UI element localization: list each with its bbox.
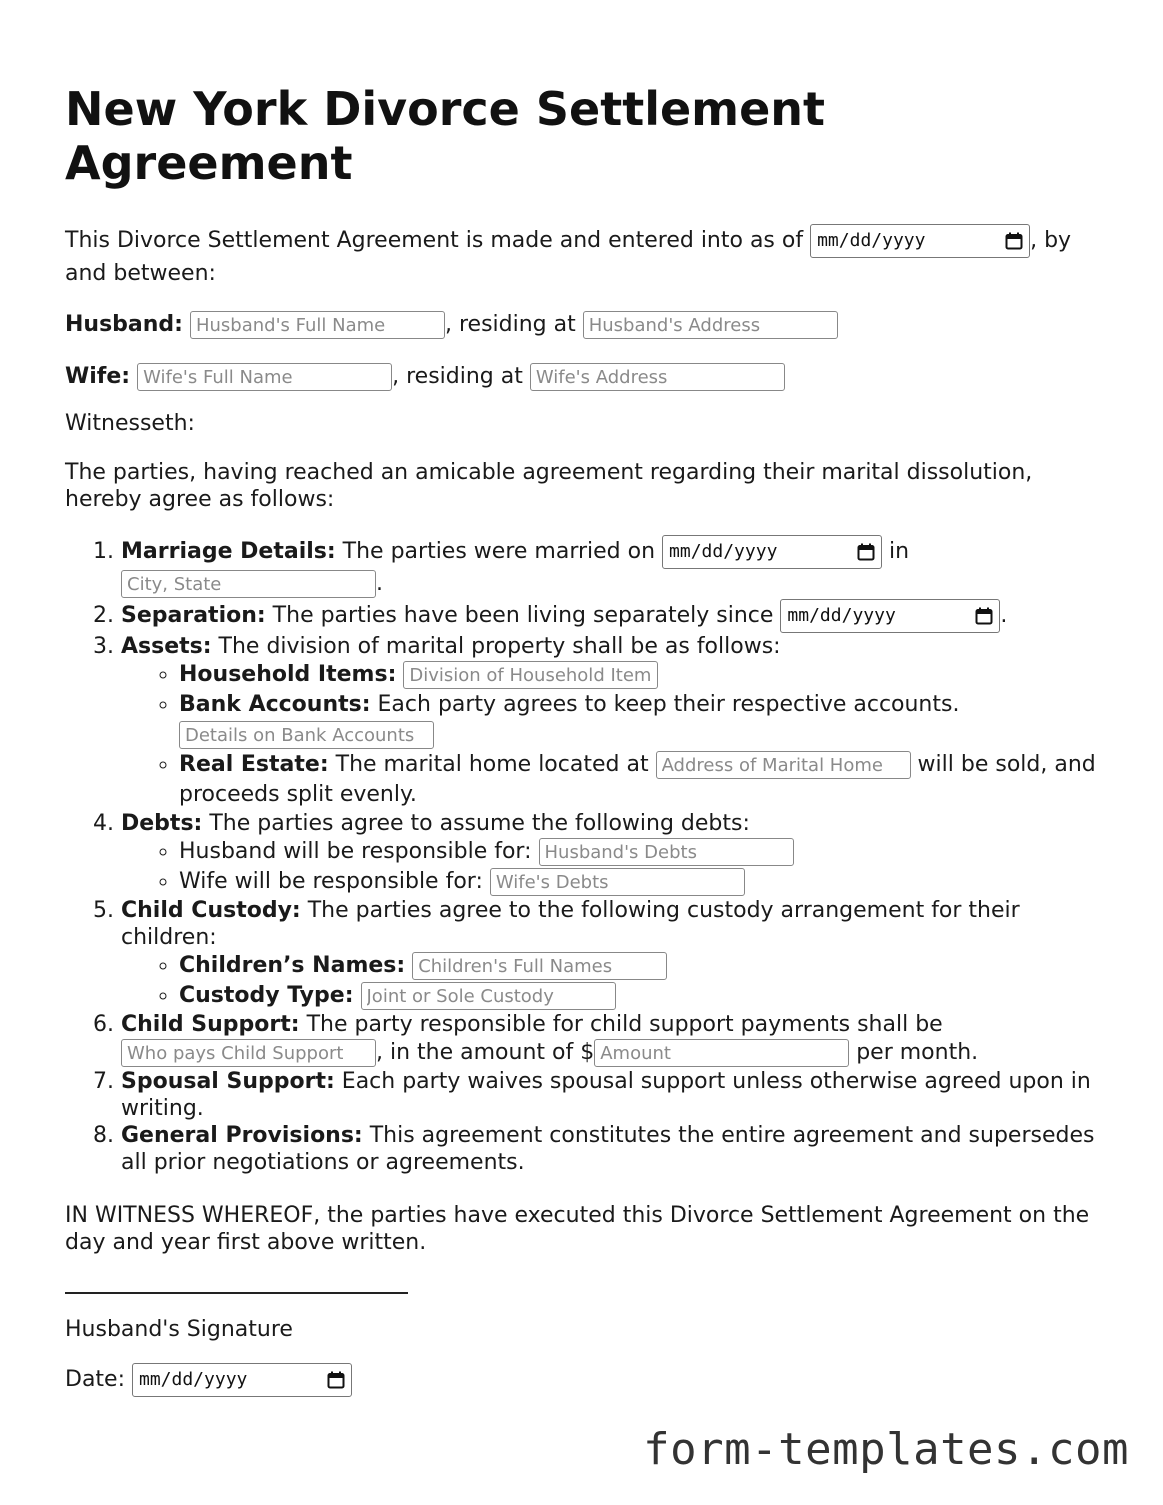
assets-sublist	[121, 660, 1105, 810]
household-items-input[interactable]	[403, 661, 658, 689]
husband-label: Husband:	[65, 312, 183, 337]
list-item-assets: 3. Assets: The division of marital property shall be as follows: ◦ Household Items: Division of Household Items ◦ Bank Accounts: Each party agrees to keep their respective accounts. Details on Bank Accounts ◦ Real Estate: The marital home located at Address of Marital Home will be sold, and proceeds split evenly.	[121, 633, 1105, 810]
city-state-input[interactable]	[121, 570, 376, 598]
separation-label: Separation:	[121, 603, 266, 628]
intro-paragraph	[65, 224, 1105, 290]
husband-name-input[interactable]	[190, 311, 445, 339]
document	[65, 82, 1105, 1397]
calendar-icon[interactable]	[975, 607, 993, 625]
signature-date-line	[65, 1363, 1105, 1397]
intro-text-after: , by and between:	[65, 228, 1072, 286]
list-item-spousal: 7. Spousal Support: Each party waives spousal support unless otherwise agreed upon in writing.	[121, 1068, 1105, 1122]
wife-line	[65, 360, 1105, 394]
debts-sublist	[121, 837, 1105, 897]
custody-sublist	[121, 951, 1105, 1011]
general-label: General Provisions:	[121, 1123, 363, 1148]
child-support-payer-input[interactable]	[121, 1039, 376, 1067]
list-item-wife-debts: ◦ Wife will be responsible for: Wife's Debts	[179, 867, 1105, 897]
calendar-icon[interactable]	[327, 1371, 345, 1389]
list-item-general: 8. General Provisions: This agreement constitutes the entire agreement and supersedes all prior negotiations or agreements.	[121, 1122, 1105, 1176]
list-item-household: ◦ Household Items: Division of Household Items	[179, 660, 1105, 690]
wife-residing-text: , residing at	[392, 364, 530, 389]
marital-home-input[interactable]	[656, 751, 911, 779]
spousal-label: Spousal Support:	[121, 1069, 335, 1094]
list-item-custody-type: ◦ Custody Type: Joint or Sole Custody	[179, 981, 1105, 1011]
assets-label: Assets:	[121, 634, 212, 659]
list-item-marriage: 1. Marriage Details: The parties were married on mm/dd/yyyy in City, State.	[121, 535, 1105, 599]
husband-debts-input[interactable]	[539, 838, 794, 866]
support-label: Child Support:	[121, 1012, 300, 1037]
terms-list	[65, 535, 1105, 1176]
amount-input[interactable]	[594, 1039, 849, 1067]
intro-text: This Divorce Settlement Agreement is made and entered into as of	[65, 228, 811, 253]
children-names-input[interactable]	[412, 952, 667, 980]
custody-label: Child Custody:	[121, 898, 301, 923]
bank-accounts-input[interactable]	[179, 721, 434, 749]
list-item-separation: 2. Separation: The parties have been living separately since mm/dd/yyyy .	[121, 599, 1105, 633]
wife-address-input[interactable]	[530, 363, 785, 391]
list-item-husband-debts: ◦ Husband will be responsible for: Husband's Debts	[179, 837, 1105, 867]
agreement-date-input[interactable]: mm/dd/yyyy	[810, 224, 1030, 258]
closing-paragraph: IN WITNESS WHEREOF, the parties have executed this Divorce Settlement Agreement on the day and year first above written.	[65, 1203, 1090, 1255]
calendar-icon[interactable]	[857, 543, 875, 561]
debts-label: Debts:	[121, 811, 203, 836]
list-item-children-names: ◦ Children’s Names: Children's Full Names	[179, 951, 1105, 981]
signature-label: Husband's Signature	[65, 1317, 293, 1342]
list-item-bank: ◦ Bank Accounts: Each party agrees to keep their respective accounts. Details on Bank Accounts	[179, 690, 1105, 750]
list-item-real-estate: ◦ Real Estate: The marital home located at Address of Marital Home will be sold, and proceeds split evenly.	[179, 750, 1105, 810]
wife-name-input[interactable]	[137, 363, 392, 391]
list-item-support: 6. Child Support: The party responsible for child support payments shall be Who pays Child Support, in the amount of $Amount per month.	[121, 1011, 1105, 1068]
date-label: Date:	[65, 1367, 132, 1392]
marriage-label: Marriage Details:	[121, 539, 336, 564]
marriage-date-input[interactable]: mm/dd/yyyy	[662, 535, 882, 569]
husband-line	[65, 308, 1105, 342]
parties-paragraph: The parties, having reached an amicable agreement regarding their marital dissolution, hereby agree as follows:	[65, 460, 1033, 512]
witnesseth: Witnesseth:	[65, 411, 195, 436]
list-item-custody: 5. Child Custody: The parties agree to the following custody arrangement for their children: ◦ Children’s Names: Children's Full Names ◦ Custody Type: Joint or Sole Custody	[121, 897, 1105, 1011]
husband-address-input[interactable]	[583, 311, 838, 339]
brand-watermark: form-templates.com	[643, 1424, 1129, 1475]
husband-residing-text: , residing at	[444, 312, 583, 337]
signature-line	[65, 1292, 408, 1294]
page-title: New York Divorce Settlement Agreement	[65, 82, 826, 190]
calendar-icon[interactable]	[1005, 232, 1023, 250]
list-item-debts: 4. Debts: The parties agree to assume the following debts: ◦ Husband will be responsible for: Husband's Debts ◦ Wife will be responsible for: Wife's Debts	[121, 810, 1105, 897]
wife-debts-input[interactable]	[490, 868, 745, 896]
separation-date-input[interactable]: mm/dd/yyyy	[780, 599, 1000, 633]
wife-label: Wife:	[65, 364, 131, 389]
custody-type-input[interactable]	[361, 982, 616, 1010]
signature-date-input[interactable]: mm/dd/yyyy	[132, 1363, 352, 1397]
